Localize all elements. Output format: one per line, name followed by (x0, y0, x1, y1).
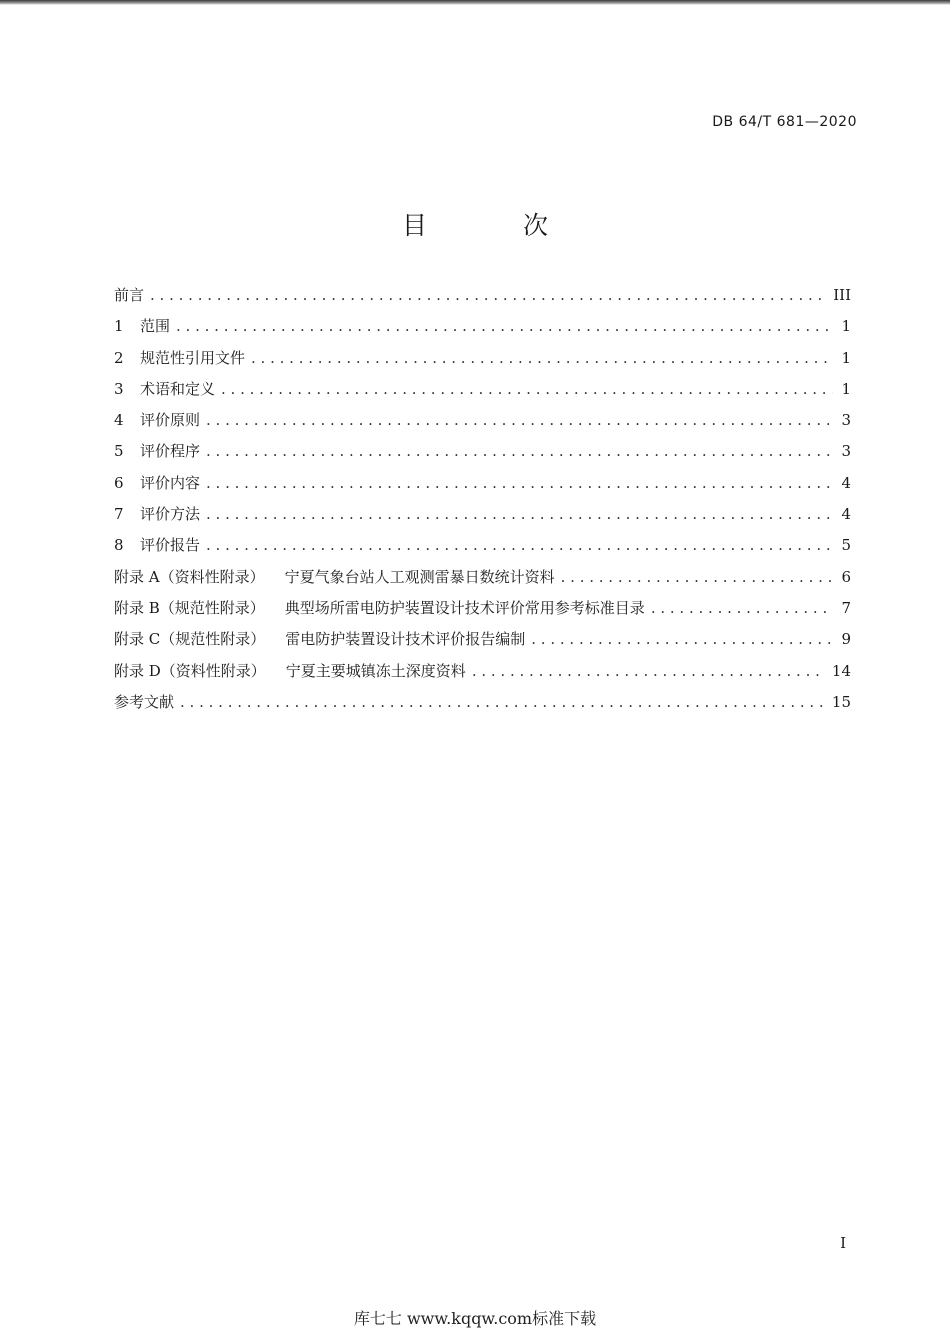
toc-entry-label: 术语和定义 (140, 379, 216, 398)
toc-entry-number: 3 (114, 379, 124, 398)
toc-entry-page: 1 (841, 348, 851, 367)
toc-entry-annex: 附录 B（规范性附录） (114, 598, 265, 617)
toc-entry[interactable] (114, 628, 851, 659)
toc-entry[interactable] (114, 503, 851, 534)
toc-entry-page: 15 (831, 692, 851, 711)
toc-entry-label: 评价原则 (140, 411, 201, 430)
toc-dot-leader (206, 474, 833, 492)
toc-entry-number: 6 (114, 473, 124, 492)
toc-entry-label: 范围 (140, 317, 171, 336)
toc-entry-number: 7 (114, 505, 124, 524)
toc-entry[interactable] (114, 472, 851, 503)
toc-entry-label: 评价报告 (140, 536, 201, 555)
toc-entry-label: 典型场所雷电防护装置设计技术评价常用参考标准目录 (284, 598, 645, 617)
toc-entry[interactable] (114, 691, 851, 722)
toc-entry-page: 9 (841, 630, 851, 649)
toc-entry-page: 14 (831, 661, 851, 680)
document-code: DB 64/T 681—2020 (712, 114, 857, 130)
toc-entry-annex: 附录 A（资料性附录） (114, 567, 265, 586)
toc-dot-leader (651, 599, 833, 617)
toc-dot-leader (180, 693, 826, 711)
scan-edge (0, 0, 950, 5)
toc-entry-label: 评价方法 (140, 505, 201, 524)
toc-entry-number: 4 (114, 411, 124, 430)
toc-entry-number: 2 (114, 348, 124, 367)
toc-entry[interactable] (114, 566, 851, 597)
toc-entry-page: 3 (841, 442, 851, 461)
toc-dot-leader (150, 286, 827, 304)
toc-dot-leader (531, 630, 833, 648)
toc-entry-page: 4 (841, 505, 851, 524)
toc-dot-leader (176, 317, 833, 335)
toc-dot-leader (206, 442, 833, 460)
toc-entry-number: 1 (114, 317, 124, 336)
toc-entry[interactable] (114, 534, 851, 565)
toc-entry-page: 5 (841, 536, 851, 555)
toc-entry-page: III (833, 286, 851, 304)
toc-entry-label: 宁夏气象台站人工观测雷暴日数统计资料 (284, 567, 555, 586)
toc-entry-page: 6 (841, 567, 851, 586)
toc-entry-page: 1 (841, 317, 851, 336)
toc-entry[interactable] (114, 660, 851, 691)
toc-entry[interactable] (114, 347, 851, 378)
toc-entry-label: 前言 (114, 286, 145, 304)
toc-entry-label: 评价程序 (140, 442, 201, 461)
toc-dot-leader (206, 505, 833, 523)
toc-entry-page: 7 (841, 598, 851, 617)
toc-entry-annex: 附录 C（规范性附录） (114, 630, 266, 649)
toc-entry-annex: 附录 D（资料性附录） (114, 661, 266, 680)
toc-entry[interactable] (114, 409, 851, 440)
toc-dot-leader (206, 536, 833, 554)
toc-dot-leader (561, 568, 833, 586)
toc-entry-number: 5 (114, 442, 124, 461)
toc-entry-label: 评价内容 (140, 473, 201, 492)
page-title: 目 次 (402, 211, 592, 240)
toc-entry-label: 规范性引用文件 (140, 348, 246, 367)
toc-entry[interactable] (114, 284, 851, 315)
page-number: I (840, 1234, 846, 1252)
toc-dot-leader (472, 662, 826, 680)
toc-entry-page: 3 (841, 411, 851, 430)
toc-dot-leader (251, 349, 833, 367)
toc-entry-label: 宁夏主要城镇冻土深度资料 (285, 661, 466, 680)
footer-watermark: 库七七 www.kqqw.com标准下载 (353, 1309, 597, 1328)
toc-entry-label: 参考文献 (114, 692, 175, 711)
toc-entry-page: 1 (841, 379, 851, 398)
toc-entry[interactable] (114, 597, 851, 628)
toc-dot-leader (221, 380, 833, 398)
table-of-contents (114, 284, 851, 722)
toc-dot-leader (206, 411, 833, 429)
toc-entry[interactable] (114, 440, 851, 471)
toc-entry[interactable] (114, 378, 851, 409)
toc-entry-page: 4 (841, 473, 851, 492)
toc-entry-number: 8 (114, 536, 124, 555)
toc-entry-label: 雷电防护装置设计技术评价报告编制 (285, 630, 526, 649)
toc-entry[interactable] (114, 315, 851, 346)
